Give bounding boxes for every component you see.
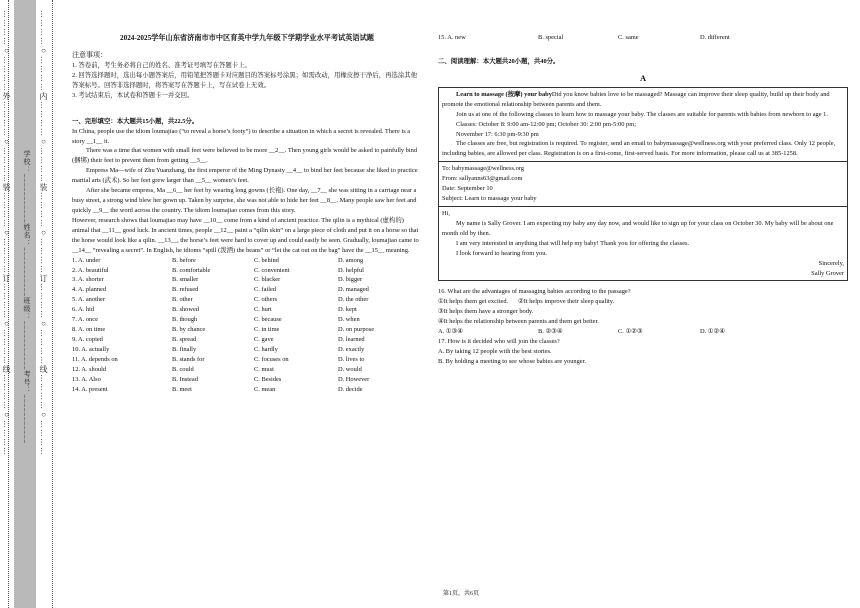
cloze-option-row	[72, 365, 422, 375]
ad-register: The classes are free, but registration is required. To register, send an email to babymassage@wellness.org with your preferred class. Only 12 people, including babies, are allowed per class. Registration is on a first-come, first-served basis. For more information, please call us at 385-1258.	[442, 140, 836, 158]
option: B. finally	[172, 345, 197, 353]
email-signature: Sally Grover	[811, 269, 844, 277]
option: D. managed	[338, 286, 369, 294]
statement: ①It helps them get excited.	[438, 298, 509, 306]
option: 12. A. should	[72, 365, 107, 373]
ad-section	[439, 88, 847, 161]
option: D. when	[338, 316, 360, 324]
question-16-options	[438, 327, 848, 337]
option: B. showed	[172, 306, 199, 314]
right-column	[438, 0, 848, 367]
email-header	[439, 161, 847, 206]
option: C. must	[254, 365, 274, 373]
option: 6. A. hid	[72, 306, 95, 314]
option: C. others	[254, 296, 278, 304]
option: C. gave	[254, 335, 274, 343]
email-to: To: babymassage@wellness.org	[442, 165, 524, 173]
option: B. comfortable	[172, 266, 211, 274]
option: D. different	[700, 34, 730, 41]
question-16-stem: 16. What are the advantages of massaging babies according to the passage?	[438, 288, 631, 296]
cloze-option-row	[72, 256, 422, 266]
exam-page	[62, 0, 860, 608]
cloze-option-row	[72, 355, 422, 365]
cloze-option-row	[72, 305, 422, 315]
option: 10. A. actually	[72, 345, 110, 353]
ad-intro: Did you know babies love to be massaged? Massage can improve their sleep quality, build up their body and promote the emotional relationship between parents and them.	[442, 90, 830, 108]
exam-title: 2024-2025学年山东省济南市市中区育英中学九年级下学期学业水平考试英语试题	[120, 34, 374, 42]
email-from: From: sallyanns63@gmail.com	[442, 175, 523, 183]
cloze-heading: 一、完形填空：本大题共15小题，共22.5分。	[72, 117, 199, 125]
option: C. because	[254, 316, 282, 324]
option: B. meet	[172, 385, 192, 393]
option: 3. A. shorter	[72, 276, 104, 284]
cloze-option-row	[72, 285, 422, 295]
option: B. special	[538, 34, 564, 41]
cloze-options	[72, 256, 422, 395]
student-info-fields: 学校：___________姓名：___________班级：___________考号：___________	[23, 150, 31, 444]
option: 13. A. Also	[72, 375, 101, 383]
notice-item: 1. 答卷前，考生务必将自己的姓名、准考证号填写在答题卡上。	[72, 62, 251, 69]
ad-november: November 17: 6:30 pm-9:30 pm	[456, 130, 539, 138]
option: C. Besides	[254, 375, 282, 383]
option: D. lives to	[338, 355, 365, 363]
cloze-option-row	[72, 325, 422, 335]
option: D. However	[338, 375, 370, 383]
option: D. ①②④	[700, 328, 725, 336]
passage-a-box	[438, 87, 848, 282]
option: D. on purpose	[338, 326, 375, 334]
notice-item: 3. 考试结束后，本试卷和答题卡一并交回。	[72, 91, 194, 99]
reading-heading: 二、阅读理解：本大题共20小题，共40分。	[438, 57, 560, 65]
option: C. failed	[254, 286, 277, 294]
email-body	[439, 206, 847, 280]
cloze-option-row	[72, 266, 422, 276]
notice-heading: 注意事项：	[72, 51, 107, 60]
option: D. exactly	[338, 345, 365, 353]
binding-margin	[0, 0, 62, 608]
option: C. mean	[254, 385, 276, 393]
statement: ③It helps them have a stronger body.	[438, 308, 534, 316]
option: B. By holding a meeting to see whose babies are younger.	[438, 357, 587, 365]
option: 8. A. on time	[72, 326, 106, 334]
option: B. before	[172, 256, 196, 264]
ad-title: Learn to massage (按摩) your baby	[456, 90, 552, 98]
option: A. By taking 12 people with the best stories.	[438, 347, 552, 355]
email-subject: Subject: Learn to massage your baby	[442, 195, 537, 203]
option: 9. A. copied	[72, 335, 103, 343]
option: C. hurt	[254, 306, 272, 314]
cloze-option-row	[72, 295, 422, 305]
option: 4. A. planned	[72, 286, 107, 294]
option: B. refused	[172, 286, 199, 294]
cloze-paragraph: Empress Ma—wife of Zhu Yuanzhang, the first emperor of the Ming Dynasty __4__ to bind her feet because she liked to practice martial arts (武术). So her feet grew larger than __5__ women’s feet.	[72, 167, 418, 185]
cloze-option-row	[72, 275, 422, 285]
option: 15. A. new	[438, 34, 466, 41]
option: 11. A. depends on	[72, 355, 118, 363]
email-closing: Sincerely,	[818, 259, 844, 267]
email-greeting: Hi,	[442, 210, 450, 217]
statement: ②It helps improve their sleep quality.	[518, 298, 615, 306]
cloze-paragraph: There was a time that women with small feet were believed to be more __2__. Then young girls would be asked to painfully bind (捆绑) their feet to prevent them from getting __3__.	[72, 147, 418, 165]
cloze-paragraph: After she became empress, Ma __6__ her feet by wearing long gowns (长袍). One day, __7__ she was sitting in a carriage near a busy street, a strong wind blew her gown up. Taken by surprise, she was not able to hide her feet __8__. Many people saw her feet and quickly __9__ the word across the country. The idiom loumajiao comes from this story.	[72, 187, 417, 214]
option: B. smaller	[172, 276, 199, 284]
option: A. ①③④	[438, 328, 463, 336]
option: B. though	[172, 316, 198, 324]
page-footer: 第1页，共6页	[442, 591, 479, 597]
ad-classes: Classes: October 8: 9:00 am-12:00 pm; October 30: 2:00 pm-5:00 pm;	[456, 120, 636, 128]
option: C. blacker	[254, 276, 281, 284]
email-paragraph: I look forward to hearing from you.	[456, 249, 548, 257]
question-15-options	[438, 33, 848, 43]
option: B. other	[172, 296, 193, 304]
option: D. decide	[338, 385, 363, 393]
option: 14. A. present	[72, 385, 108, 393]
notice-item: 2. 回答选择题时，选出每小题答案后，用铅笔把答题卡对应题目的答案标号涂黑；如需改动，用橡皮擦干净后，再选涂其他答案标号。回答非选择题时，将答案写在答题卡上，写在试卷上无效。	[72, 71, 418, 89]
outer-seal-label: …………○…………外…………○…………装…………○…………订…………○…………线…………○…………	[2, 10, 11, 456]
option: 2. A. beautiful	[72, 266, 109, 274]
option: B. could	[172, 365, 194, 373]
ad-join: Join us at one of the following classes to learn how to massage your baby. The classes are suitable for parents with babies from newborn to age 1.	[456, 110, 828, 118]
option: D. among	[338, 256, 364, 264]
option: B. by chance	[172, 326, 206, 334]
email-date: Date: September 10	[442, 185, 493, 193]
cloze-option-row	[72, 345, 422, 355]
option: 5. A. another	[72, 296, 106, 304]
option: C. focuses on	[254, 355, 289, 363]
option: 7. A. once	[72, 316, 98, 324]
inner-dotted-line	[52, 0, 61, 608]
cloze-option-row	[72, 375, 422, 385]
option: C. in time	[254, 326, 280, 334]
option: D. the other	[338, 296, 369, 304]
option: C. hardly	[254, 345, 278, 353]
left-column	[72, 0, 422, 395]
option: C. convenient	[254, 266, 290, 274]
option: D. bigger	[338, 276, 363, 284]
inner-seal-label: …………○…………内…………○…………装…………○…………订…………○…………线…………○…………	[39, 10, 48, 456]
option: D. would	[338, 365, 362, 373]
cloze-paragraph: In China, people use the idiom loumajiao (“to reveal a horse’s footy”) to describe a situation in which a secret is revealed. There is a story __1__ it.	[72, 127, 411, 145]
option: B. spread	[172, 335, 197, 343]
option: 1. A. under	[72, 256, 101, 264]
cloze-option-row	[72, 385, 422, 395]
option: B. ②③④	[538, 328, 563, 336]
cloze-paragraph: However, research shows that loumajiao may have __10__ come from a kind of ancient practice. The qilin is a mythical (虚构的) animal that __11__ good luck. In ancient times, people __12__ paint a “qilin skin” on a large piece of cloth and put it on a horse so that the horse would look like a qilin. __13__, the horse’s feet were hard to cover up and could easily be seen. Gradually, loumajiao came to __14__ “revealing a secret”. In English, he idioms “spill (泼洒) the beans” or “let the cat out on the bag” have the __15__ meaning.	[72, 216, 419, 254]
option: C. ①②③	[618, 328, 643, 336]
option: D. learned	[338, 335, 365, 343]
cloze-option-row	[72, 315, 422, 325]
statement: ④It helps the relationship between parents and them get better.	[438, 318, 599, 326]
option: B. stands for	[172, 355, 205, 363]
option: C. same	[618, 34, 639, 41]
option: C. behind	[254, 256, 279, 264]
option: D. kept	[338, 306, 357, 314]
email-paragraph: My name is Sally Grover. I am expecting my baby any day now, and would like to sign up for your class on October 30. My baby will be about one month old by then.	[442, 219, 834, 237]
cloze-option-row	[72, 335, 422, 345]
question-16-statements	[438, 297, 848, 307]
email-paragraph: I am very interested in anything that will help my baby! Thank you for offering the classes.	[456, 239, 690, 247]
option: D. helpful	[338, 266, 364, 274]
passage-letter: A	[639, 73, 647, 83]
option: B. Instead	[172, 375, 198, 383]
question-17-stem: 17. How is it decided who will join the classes?	[438, 338, 560, 346]
